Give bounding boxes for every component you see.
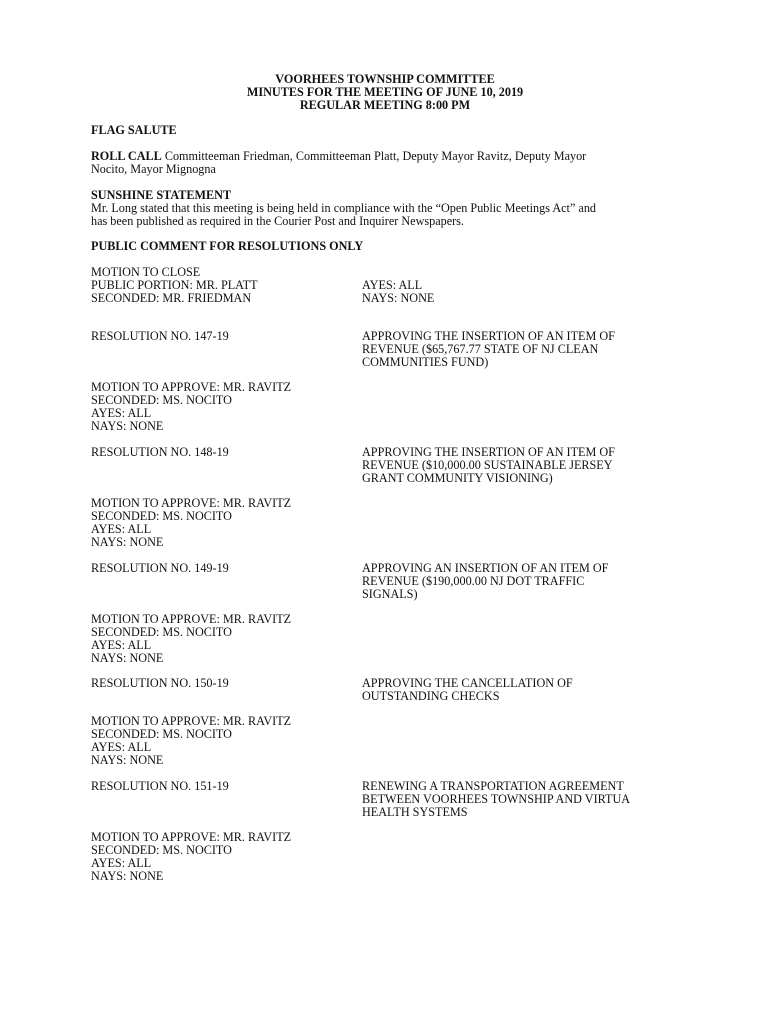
vote-motion: MOTION TO APPROVE: MR. RAVITZ (91, 496, 292, 510)
vote-motion: MOTION TO APPROVE: MR. RAVITZ (91, 714, 292, 728)
roll-call-members: Committeeman Friedman, Committeeman Platt, Deputy Mayor Ravitz, Deputy Mayor (161, 149, 587, 163)
resolution-title-line: APPROVING THE INSERTION OF AN ITEM OF (362, 329, 615, 343)
resolution-vote (91, 831, 291, 883)
resolution-title-line: COMMUNITIES FUND) (362, 355, 489, 369)
resolution-title-line: BETWEEN VOORHEES TOWNSHIP AND VIRTUA (362, 792, 631, 806)
vote-nays: NAYS: NONE (91, 651, 164, 665)
resolution-title (362, 677, 573, 703)
resolution-title (362, 330, 615, 369)
meeting-type: REGULAR MEETING 8:00 PM (299, 98, 471, 112)
sunshine-text-1: Mr. Long stated that this meeting is being held in compliance with the “Open Public Meetings Act” and (91, 201, 597, 215)
resolution-title-line: APPROVING AN INSERTION OF AN ITEM OF (362, 561, 609, 575)
vote-motion: MOTION TO APPROVE: MR. RAVITZ (91, 830, 292, 844)
sunshine-heading: SUNSHINE STATEMENT (91, 188, 232, 202)
resolution-number: RESOLUTION NO. 150-19 (91, 676, 229, 690)
vote-nays: NAYS: NONE (91, 535, 164, 549)
roll-call-label: ROLL CALL (91, 149, 162, 163)
resolution-title-line: REVENUE ($190,000.00 NJ DOT TRAFFIC (362, 574, 585, 588)
close-motion-left (91, 266, 258, 305)
close-motion-vote: AYES: ALL (362, 278, 423, 292)
resolution-title-line: APPROVING THE CANCELLATION OF (362, 676, 573, 690)
resolution-title-line: REVENUE ($10,000.00 SUSTAINABLE JERSEY (362, 458, 613, 472)
flag-salute-heading: FLAG SALUTE (91, 123, 177, 137)
vote-nays: NAYS: NONE (91, 419, 164, 433)
roll-call-line-2: Nocito, Mayor Mignogna (91, 162, 216, 176)
vote-second: SECONDED: MS. NOCITO (91, 509, 232, 523)
resolution-vote (91, 497, 291, 549)
resolution-title-line: GRANT COMMUNITY VISIONING) (362, 471, 553, 485)
close-motion-right (362, 279, 434, 305)
resolution-vote (91, 381, 291, 433)
close-motion-vote: NAYS: NONE (362, 291, 435, 305)
resolution-title-line: OUTSTANDING CHECKS (362, 689, 500, 703)
resolution-number: RESOLUTION NO. 147-19 (91, 329, 229, 343)
resolution-title (362, 562, 608, 601)
vote-second: SECONDED: MS. NOCITO (91, 625, 232, 639)
close-motion-line: PUBLIC PORTION: MR. PLATT (91, 278, 258, 292)
resolution-title-line: APPROVING THE INSERTION OF AN ITEM OF (362, 445, 615, 459)
resolution-title-line: REVENUE ($65,767.77 STATE OF NJ CLEAN (362, 342, 599, 356)
vote-motion: MOTION TO APPROVE: MR. RAVITZ (91, 612, 292, 626)
resolution-number: RESOLUTION NO. 151-19 (91, 779, 229, 793)
resolution-vote (91, 613, 291, 665)
resolution-vote (91, 715, 291, 767)
vote-nays: NAYS: NONE (91, 753, 164, 767)
vote-ayes: AYES: ALL (91, 740, 152, 754)
vote-ayes: AYES: ALL (91, 522, 152, 536)
vote-ayes: AYES: ALL (91, 856, 152, 870)
vote-nays: NAYS: NONE (91, 869, 164, 883)
resolution-title-line: HEALTH SYSTEMS (362, 805, 468, 819)
doc-subtitle: MINUTES FOR THE MEETING OF JUNE 10, 2019 (246, 85, 524, 99)
resolution-title-line: SIGNALS) (362, 587, 418, 601)
resolution-title (362, 780, 630, 819)
vote-ayes: AYES: ALL (91, 406, 152, 420)
sunshine-text-2: has been published as required in the Courier Post and Inquirer Newspapers. (91, 214, 464, 228)
vote-second: SECONDED: MS. NOCITO (91, 843, 232, 857)
close-motion-line: MOTION TO CLOSE (91, 265, 201, 279)
resolution-title-line: RENEWING A TRANSPORTATION AGREEMENT (362, 779, 624, 793)
resolution-title (362, 446, 615, 485)
resolution-number: RESOLUTION NO. 148-19 (91, 445, 229, 459)
public-comment-heading: PUBLIC COMMENT FOR RESOLUTIONS ONLY (91, 239, 364, 253)
vote-second: SECONDED: MS. NOCITO (91, 727, 232, 741)
vote-second: SECONDED: MS. NOCITO (91, 393, 232, 407)
resolution-number: RESOLUTION NO. 149-19 (91, 561, 229, 575)
vote-motion: MOTION TO APPROVE: MR. RAVITZ (91, 380, 292, 394)
doc-title: VOORHEES TOWNSHIP COMMITTEE (275, 72, 495, 86)
vote-ayes: AYES: ALL (91, 638, 152, 652)
close-motion-line: SECONDED: MR. FRIEDMAN (91, 291, 252, 305)
